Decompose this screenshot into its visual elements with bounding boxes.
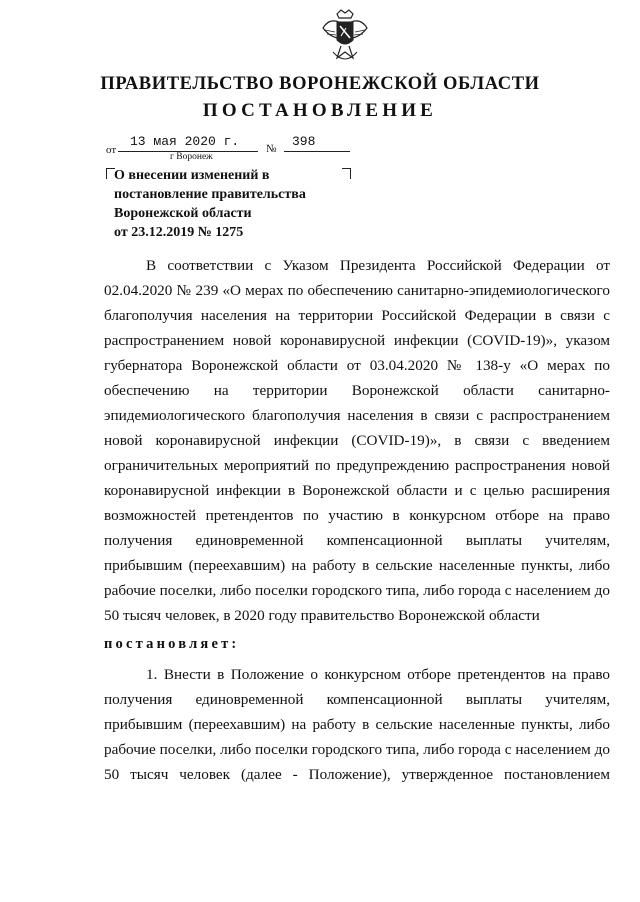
text-line: прибывшим (переехавшим) на работу в сельские населенные пункты, либо (104, 557, 610, 574)
date-prefix-label: от (106, 144, 117, 156)
number-sign-label: № (266, 143, 277, 155)
item-1-paragraph (104, 662, 610, 787)
text-line: коронавирусной инфекции в Воронежской области и с целью расширения (104, 482, 610, 499)
text-line: распространением новой коронавирусной инфекции (COVID-19)», указом (104, 332, 610, 349)
number-underline (284, 151, 350, 152)
text-line: 1. Внести в Положение о конкурсном отборе претендентов на право (146, 666, 610, 683)
coat-of-arms-icon (319, 8, 371, 68)
text-line: обеспечению на территории Воронежской области санитарно- (104, 382, 610, 399)
subject-line: О внесении изменений в (114, 168, 270, 183)
text-line: новой коронавирусной инфекции (COVID-19)», в связи с введением (104, 432, 610, 449)
government-title: ПРАВИТЕЛЬСТВО ВОРОНЕЖСКОЙ ОБЛАСТИ (100, 74, 540, 94)
document-type-title: ПОСТАНОВЛЕНИЕ (202, 100, 438, 121)
subject-line: постановление правительства (114, 187, 306, 202)
text-line: рабочие поселки, либо поселки городского типа, либо города с населением до (104, 741, 610, 758)
subject-line: Воронежской области (114, 206, 252, 221)
text-line: прибывшим (переехавшим) на работу в сельские населенные пункты, либо (104, 716, 610, 733)
document-date: 13 мая 2020 г. (130, 134, 240, 149)
text-line: получения единовременной компенсационной выплаты учителям, (104, 691, 610, 708)
text-line: получения единовременной компенсационной выплаты учителям, (104, 532, 610, 549)
preamble-paragraph (104, 253, 610, 628)
text-line: рабочие поселки, либо поселки городского типа, либо города с населением до (104, 582, 610, 599)
text-line: 50 тысяч человек (далее - Положение), утвержденное постановлением (104, 766, 610, 783)
decree-word: постановляет: (104, 636, 240, 652)
text-line: возможностей претендентов по участию в конкурсном отборе на право (104, 507, 610, 524)
text-line: 02.04.2020 № 239 «О мерах по обеспечению санитарно-эпидемиологического (104, 282, 610, 299)
text-line: благополучия населения на территории Российской Федерации в связи с (104, 307, 610, 324)
text-line: губернатора Воронежской области от 03.04.2020 № 138-у «О мерах по (104, 357, 610, 374)
subject-block (114, 166, 354, 242)
city-label: г Воронеж (170, 152, 213, 162)
text-line: В соответствии с Указом Президента Российской Федерации от (146, 257, 610, 274)
text-line: 50 тысяч человек, в 2020 году правительство Воронежской области (104, 607, 540, 624)
text-line: ограничительных мероприятий по предупреждению распространения новой (104, 457, 610, 474)
document-number: 398 (292, 134, 316, 149)
subject-line: от 23.12.2019 № 1275 (114, 225, 244, 240)
text-line: эпидемиологического благополучия населения в связи с распространением (104, 407, 610, 424)
